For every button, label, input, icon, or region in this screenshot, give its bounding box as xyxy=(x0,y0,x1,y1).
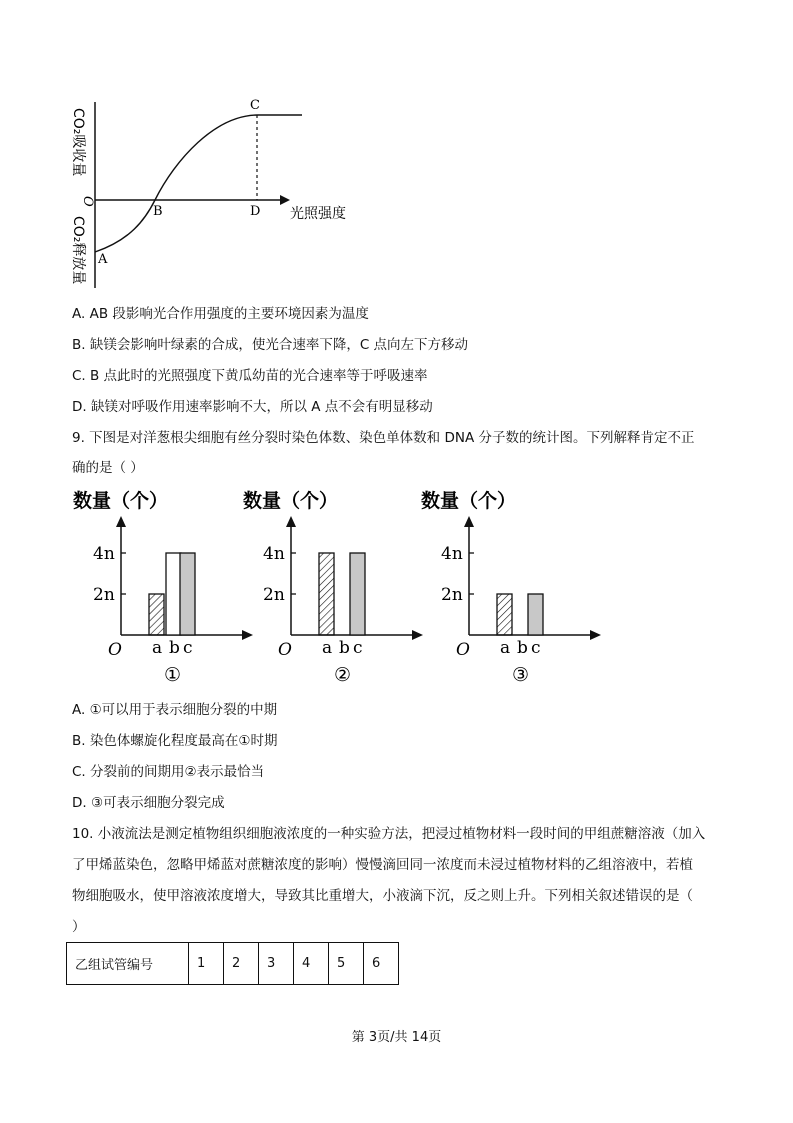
chart-bar-b xyxy=(166,553,181,635)
chart-caption: ② xyxy=(334,664,352,686)
q8-option-c: C. B 点此时的光照强度下黄瓜幼苗的光合速率等于呼吸速率 xyxy=(72,368,428,384)
table-cell: 1 xyxy=(189,943,224,985)
y-axis-upper-label: CO₂吸收量 xyxy=(70,108,86,177)
table-cell: 2 xyxy=(224,943,259,985)
table-cell: 6 xyxy=(364,943,399,985)
chart-y-tick-label: 2n xyxy=(263,585,285,605)
point-d-label: D xyxy=(250,204,261,219)
y-axis-lower-label: CO₂释放量 xyxy=(70,216,86,285)
chart-y-tick-label: 4n xyxy=(263,544,285,564)
chart-y-tick-label: 2n xyxy=(441,585,463,605)
table-cell: 4 xyxy=(294,943,329,985)
chart-bar-a xyxy=(319,553,334,635)
q9-option-a: A. ①可以用于表示细胞分裂的中期 xyxy=(72,702,278,718)
chart-title: 数量（个） xyxy=(243,490,339,512)
chart-x-arrow xyxy=(242,630,253,640)
chart-x-arrow xyxy=(412,630,423,640)
q10-stem-line-3: 物细胞吸水，使甲溶液浓度增大，导致其比重增大，小液滴下沉，反之则上升。下列相关叙述错误的是（ xyxy=(72,888,693,904)
q9-option-d: D. ③可表示细胞分裂完成 xyxy=(72,795,225,811)
chart-x-tick-label: c xyxy=(531,638,541,658)
chart-y-arrow xyxy=(116,516,126,527)
chart-x-arrow xyxy=(590,630,601,640)
point-c-label: C xyxy=(250,98,260,113)
chart-title: 数量（个） xyxy=(73,490,169,512)
q8-option-d: D. 缺镁对呼吸作用速率影响不大，所以 A 点不会有明显移动 xyxy=(72,399,433,415)
chart-x-tick-label: c xyxy=(353,638,363,658)
q9-option-b: B. 染色体螺旋化程度最高在①时期 xyxy=(72,733,278,749)
q10-stem-line-2: 了甲烯蓝染色，忽略甲烯蓝对蔗糖浓度的影响）慢慢滴回同一浓度而未浸过植物材料的乙组溶液中，若植 xyxy=(72,857,693,873)
chart-bar-a xyxy=(497,594,512,635)
chart-bar-c xyxy=(350,553,365,635)
chart-x-tick-label: a xyxy=(152,638,163,658)
chart-bar-a xyxy=(149,594,164,635)
chromosome-bar-charts xyxy=(66,485,606,690)
q9-stem-line-1: 9. 下图是对洋葱根尖细胞有丝分裂时染色体数、染色单体数和 DNA 分子数的统计图。下列解释肯定不正 xyxy=(72,430,695,446)
chart-title: 数量（个） xyxy=(421,490,517,512)
chart-y-tick-label: 4n xyxy=(441,544,463,564)
chart-x-tick-label: a xyxy=(322,638,333,658)
chart-origin-label: O xyxy=(278,640,292,660)
chart-x-tick-label: b xyxy=(169,638,180,658)
tube-number-table xyxy=(66,942,399,985)
chart-x-tick-label: a xyxy=(500,638,511,658)
point-b-label: B xyxy=(153,204,163,219)
q8-option-b: B. 缺镁会影响叶绿素的合成，使光合速率下降，C 点向左下方移动 xyxy=(72,337,469,353)
q9-stem-line-2: 确的是（ ） xyxy=(72,460,144,476)
light-response-curve xyxy=(95,115,302,252)
chart-bar-c xyxy=(180,553,195,635)
chart-y-tick-label: 4n xyxy=(93,544,115,564)
chart-caption: ① xyxy=(164,664,182,686)
table-row xyxy=(67,943,399,985)
chart-bar-c xyxy=(528,594,543,635)
chart-x-tick-label: b xyxy=(517,638,528,658)
table-cell: 5 xyxy=(329,943,364,985)
chart-origin-label: O xyxy=(456,640,470,660)
q9-option-c: C. 分裂前的间期用②表示最恰当 xyxy=(72,764,265,780)
chart-origin-label: O xyxy=(108,640,122,660)
chart-y-arrow xyxy=(464,516,474,527)
q10-stem-line-4: ） xyxy=(72,919,86,935)
chart-x-tick-label: c xyxy=(183,638,193,658)
q8-option-a: A. AB 段影响光合作用强度的主要环境因素为温度 xyxy=(72,306,369,322)
x-arrow-head xyxy=(280,195,290,205)
page-footer: 第 3页/共 14页 xyxy=(351,1030,442,1045)
table-header-cell: 乙组试管编号 xyxy=(67,943,189,985)
chart-x-tick-label: b xyxy=(339,638,350,658)
origin-label: O xyxy=(80,196,95,207)
chart-y-tick-label: 2n xyxy=(93,585,115,605)
point-a-label: A xyxy=(98,252,108,267)
chart-y-arrow xyxy=(286,516,296,527)
table-cell: 3 xyxy=(259,943,294,985)
q10-stem-line-1: 10. 小液流法是测定植物组织细胞液浓度的一种实验方法，把浸过植物材料一段时间的甲组蔗糖溶液（加入 xyxy=(72,826,706,842)
x-axis-label: 光照强度 xyxy=(290,206,346,222)
photosynthesis-graph xyxy=(60,90,380,295)
chart-caption: ③ xyxy=(512,664,530,686)
